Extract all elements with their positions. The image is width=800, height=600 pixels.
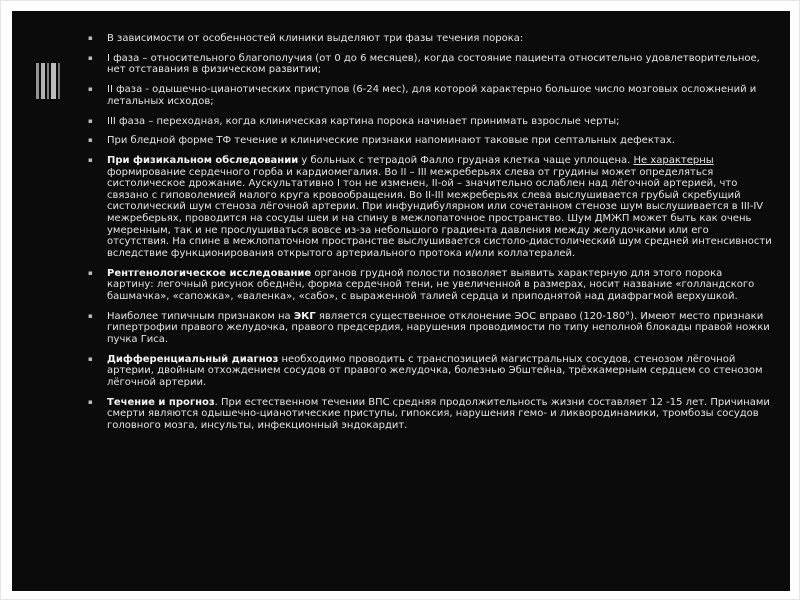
bullet-icon: ▪ [88,397,93,406]
bullet-icon: ▪ [88,268,93,277]
bullet-icon: ▪ [88,34,93,42]
paragraph-phase-2: ▪ II фаза - одышечно-цианотических приступов (6-24 мес), для которой характерно большое число мозговых осложнений и летальных исходов; [88,84,757,107]
paragraph-physical-exam: ▪ При физикальном обследовании у больных с тетрадой Фалло грудная клетка чаще уплощена. Не характерны формирование сердечного горба и кардиомегалия. Во II – III межреберьях слева от грудины может определяться систолическое дрожание. Аускультативно I тон не изменен, II-ой – значительно ослаблен над лёгочной артерией, что связано с гиповолемией малого круга кровообращения. Во II-III межреберьях слева выслушивается грубый скребущий систолический шум стеноза лёгочной артерии. При инфундибулярном или сочетанном стенозе шум выслушивается в III-IV межреберьях, проводится на сосуды шеи и на спину в межлопаточное пространство. Шум ДМЖП может быть как очень умеренным, так и не прослушиваться вовсе из-за небольшого градиента давления между желудочками или его отсутствия. На спине в межлопаточном пространстве выслушивается систоло-диастолический шум средней интенсивности вследствие функционирования открытого артериального протока и/или коллатералей. [88,155,772,259]
paragraph-phases-intro: ▪ В зависимости от особенностей клиники выделяют три фазы течения порока: [88,33,524,44]
heading-xray: Рентгенологическое исследование [107,267,312,279]
bullet-icon: ▪ [88,53,93,62]
paragraph-phase-3: ▪ III фаза – переходная, когда клиническая картина порока начинает принимать взрослые черты; [88,115,620,127]
slide [12,11,790,591]
heading-differential-diagnosis: Дифференциальный диагноз [107,353,279,365]
vertical-stripes-decoration [12,11,72,591]
heading-ecg: ЭКГ [293,310,316,322]
bullet-icon: ▪ [88,156,93,165]
heading-course-prognosis: Течение и прогноз [107,396,215,408]
paragraph-differential-diagnosis: ▪ Дифференциальный диагноз необходимо проводить с транспозицией магистральных сосудов, стенозом лёгочной артерии, двойным отхождением сосудов от правого желудочка, болезнью Эбштейна, трёхкамерным сердцем со стенозом лёгочной артерии. [88,353,763,388]
paragraph-ecg: ▪ Наиболее типичным признаком на ЭКГ является существенное отклонение ЭОС вправо (120-180°). Имеют место признаки гипертрофии правого желудочка, правого предсердия, нарушения проводимости по типу неполной блокады правой ножки пучка Гиса. [88,310,770,345]
bullet-icon: ▪ [88,116,93,125]
heading-physical-exam: При физикальном обследовании [107,155,299,167]
bullet-icon: ▪ [88,311,93,320]
bullet-icon: ▪ [88,136,93,145]
paragraph-xray: ▪ Рентгенологическое исследование органов грудной полости позволяет выявить характерную для этого порока картину: легочный рисунок обеднён, форма сердечной тени, не увеличенной в размерах, носит название «голландского башмачка», «сапожка», «валенка», «сабо», с выраженной талией сердца и приподнятой над диафрагмой верхушкой. [88,267,755,302]
bullet-icon: ▪ [88,354,93,363]
paragraph-pale-form: ▪ При бледной форме ТФ течение и клинические признаки напоминают таковые при септальных дефектах. [88,135,675,147]
bullet-icon: ▪ [88,85,93,94]
slide-body [88,33,772,440]
paragraph-phase-1: ▪ I фаза – относительного благополучия (от 0 до 6 месяцев), когда состояние пациента относительно удовлетворительное, нет отставания в физическом развитии; [88,52,760,76]
underlined-not-typical: Не характерны [633,155,714,167]
paragraph-course-prognosis: ▪ Течение и прогноз. При естественном течении ВПС средняя продолжительность жизни составляет 12 -15 лет. Причинами смерти являются одышечно-цианотические приступы, гипоксия, нарушения гемо- и ликвородинамики, тромбозы сосудов головного мозга, инсульты, инфекционный эндокардит. [88,396,770,431]
